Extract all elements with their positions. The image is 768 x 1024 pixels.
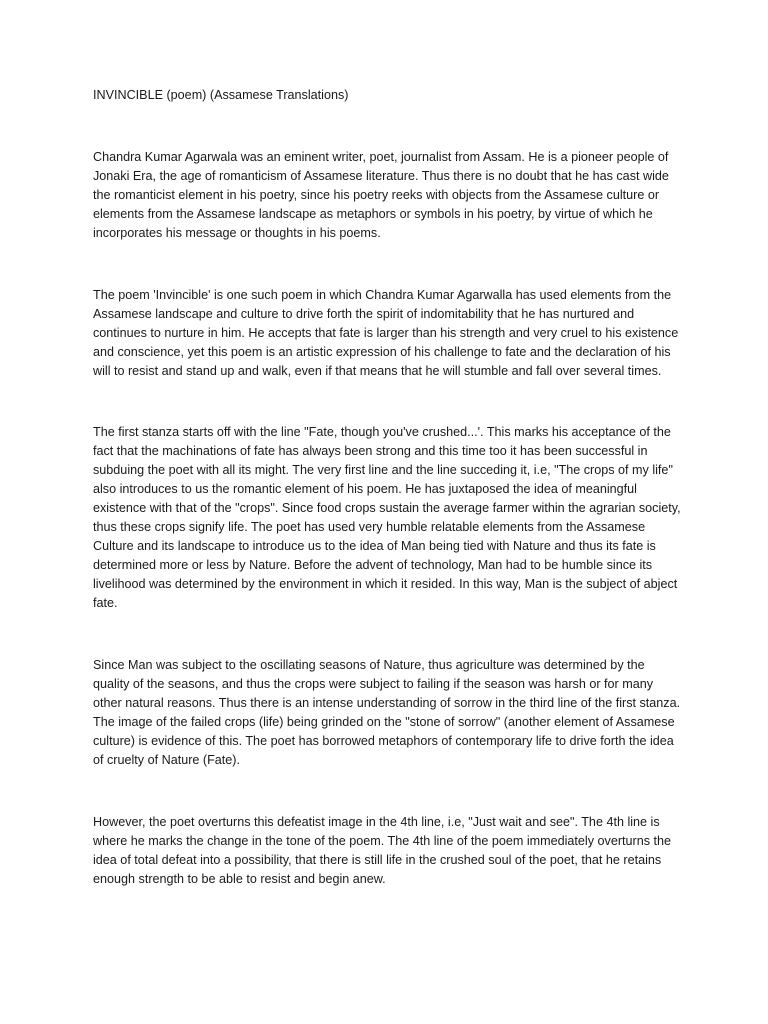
paragraph-1: Chandra Kumar Agarwala was an eminent writer, poet, journalist from Assam. He is a pioneer people of Jonaki Era, the age of romanticism of Assamese literature. Thus there is no doubt that he has cast wide the romanticist element in his poetry, since his poetry reeks with objects from the Assamese culture or elements from the Assamese landscape as metaphors or symbols in his poetry, by virtue of which he incorporates his message or thoughts in his poems. — [93, 149, 669, 240]
paragraph-3: The first stanza starts off with the line "Fate, though you've crushed...'. This marks his acceptance of the fact that the machinations of fate has always been strong and this time too it has been successful in subduing the poet with all its might. The very first line and the line succeding it, i.e, "The crops of my life" also introduces to us the romantic element of his poem. He has juxtaposed the idea of meaningful existence with that of the "crops". Since food crops sustain the average farmer within the agrarian society, thus these crops signify life. The poet has used very humble relatable elements from the Assamese Culture and its landscape to introduce us to the idea of Man being tied with Nature and thus its fate is determined more or less by Nature. Before the advent of technology, Man had to be humble since its livelihood was determined by the environment in which it resided. In this way, Man is the subject of abject fate. — [93, 425, 681, 611]
document-title: INVINCIBLE (poem) (Assamese Translations) — [93, 88, 349, 102]
paragraph-5: However, the poet overturns this defeatist image in the 4th line, i.e, "Just wait and see". The 4th line is where he marks the change in the tone of the poem. The 4th line of the poem immediately overturns the idea of total defeat into a possibility, that there is still life in the crushed soul of the poet, that he retains enough strength to be able to resist and begin anew. — [93, 814, 672, 886]
paragraph-4: Since Man was subject to the oscillating seasons of Nature, thus agriculture was determined by the quality of the seasons, and thus the crops were subject to failing if the season was harsh or for many other natural reasons. Thus there is an intense understanding of sorrow in the third line of the first stanza. The image of the failed crops (life) being grinded on the "stone of sorrow" (another element of Assamese culture) is evidence of this. The poet has borrowed metaphors of contemporary life to drive forth the idea of cruelty of Nature (Fate). — [93, 658, 681, 767]
paragraph-2: The poem 'Invincible' is one such poem in which Chandra Kumar Agarwalla has used elements from the Assamese landscape and culture to drive forth the spirit of indomitability that he has nurtured and continues to nurture in him. He accepts that fate is larger than his strength and very cruel to his existence and conscience, yet this poem is an artistic expression of his challenge to fate and the declaration of his will to resist and stand up and walk, even if that means that he will stumble and fall over several times. — [93, 287, 679, 378]
document-page — [93, 86, 683, 932]
